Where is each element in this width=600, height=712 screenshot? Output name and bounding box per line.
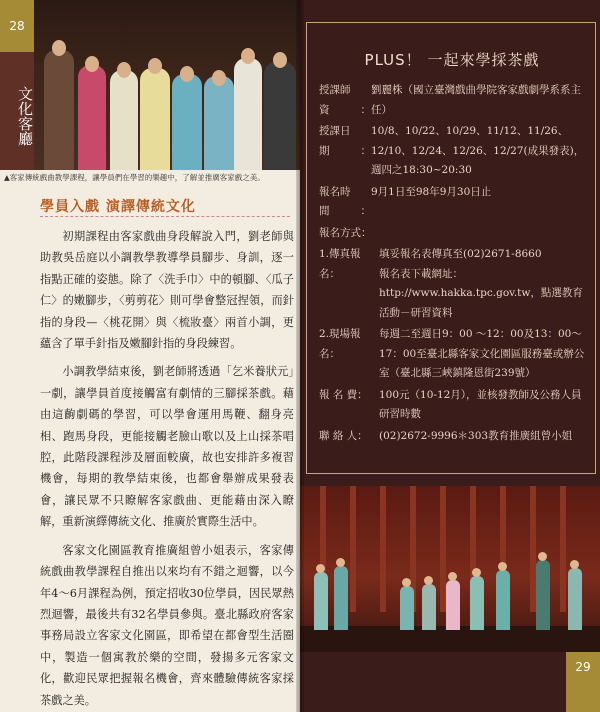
info-box — [306, 22, 596, 474]
title-divider — [40, 216, 290, 217]
download-url[interactable]: 報名表下載網址：http://www.hakka.tpc.gov.tw，點選教育活動－研習資料 — [379, 267, 583, 319]
info-row-registration-period — [319, 183, 591, 222]
page-number-right: 29 — [566, 652, 600, 712]
right-page — [300, 0, 600, 712]
stage-performance-photo — [300, 486, 600, 652]
info-label: 聯 絡 人： — [319, 429, 368, 442]
info-row-registration-method — [319, 224, 591, 244]
info-row-dates — [319, 122, 591, 181]
info-row-fee — [319, 386, 591, 425]
photo-caption: ▲客家傳統戲曲教學課程，讓學員們在學習的樂趣中，了解並推廣客家戲之美。 — [4, 173, 265, 182]
paragraph: 客家文化園區教育推廣組曾小姐表示，客家傳統戲曲教學課程自推出以來均有不錯之迴響，以今年4～6月課程為例，預定招收30位學員，因民眾熱烈迴響，最後共有32名學員參與。臺北縣政府客家事務局設立客家文化園區，即希望在都會型生活圈中，製造一個寓教於樂的空間，發揚多元客家文化，歡迎民眾把握報名機會，齊來體驗傳統客家採茶戲之美。 — [40, 543, 294, 707]
info-label: 報名方式： — [319, 226, 372, 239]
info-value: 10/8、10/22、10/29、11/12、11/26、12/10、12/24、12/26、12/27(成果發表)，週四之18:30~20:30 — [371, 125, 585, 176]
info-label: 報 名 費： — [319, 388, 368, 401]
info-value: (02)2672-9996＊303教育推廣組曾小姐 — [379, 429, 573, 442]
info-label: 授課師資： — [319, 84, 371, 116]
info-label: 報名時間： — [319, 185, 371, 217]
method-value: 每週二至週日9：00 ～12：00及13：00～17：00至臺北縣客家文化園區服務臺或辦公室（臺北縣三峽鎮隆恩街239號） — [379, 328, 585, 379]
info-list — [319, 81, 591, 448]
page-footer — [300, 652, 600, 712]
section-tab: 文化客廳 — [0, 52, 34, 170]
page-number-left: 28 — [0, 0, 34, 52]
info-row-contact — [319, 427, 591, 447]
method-fax — [319, 245, 591, 323]
info-box-title: PLUS！ 一起來學採茶戲 — [364, 51, 540, 69]
paragraph: 初期課程由客家戲曲身段解說入門，劉老師與助教吳岳庭以小調教學教導學員腳步、身訓，逐一指點正確的姿態。除了〈洗手巾〉中的頓腳、〈瓜子仁〉的嫩腳步，〈剪剪花〉則可學會整冠捏領，而針指的身段—〈桃花開〉與〈梳妝臺〉兩首小調，更蘊含了單手針指及嫩腳針指的身段練習。 — [40, 230, 294, 351]
paragraph: 小調教學結束後，劉老師將透過「乞米養狀元」一劇，讓學員首度接觸富有劇情的三腳採茶戲。藉由這齣劇碼的學習，可以學會運用馬鞭、翻身亮相、跑馬身段，更能接觸老臉山歌以及上山採茶唱腔，此階段課程涉及層面較廣，故也安排許多複習機會，每期的教學結束後，也都會舉辦成果發表會，讓民眾不只瞭解客家戲曲、更能藉由深入瞭解，重新演繹傳統文化、推廣於實際生活中。 — [40, 365, 294, 529]
info-label: 授課日期： — [319, 125, 371, 157]
method-value: 填妥報名表傳真至(02)2671-8660 — [379, 248, 542, 260]
group-photo — [34, 0, 300, 170]
info-value: 劉麗株（國立臺灣戲曲學院客家戲劇學系系主任） — [371, 84, 581, 116]
method-onsite — [319, 325, 591, 384]
article-body — [40, 226, 294, 712]
section-title: 學員入戲 演譯傳統文化 — [40, 199, 196, 215]
info-value: 9月1日至98年9月30日止 — [371, 185, 492, 198]
info-value: 100元（10-12月），並核發教師及公務人員研習時數 — [379, 388, 582, 420]
info-row-teacher — [319, 81, 591, 120]
page-gutter — [296, 0, 304, 712]
method-label: 2.現場報名： — [319, 328, 361, 360]
method-label: 1.傳真報名： — [319, 248, 361, 280]
